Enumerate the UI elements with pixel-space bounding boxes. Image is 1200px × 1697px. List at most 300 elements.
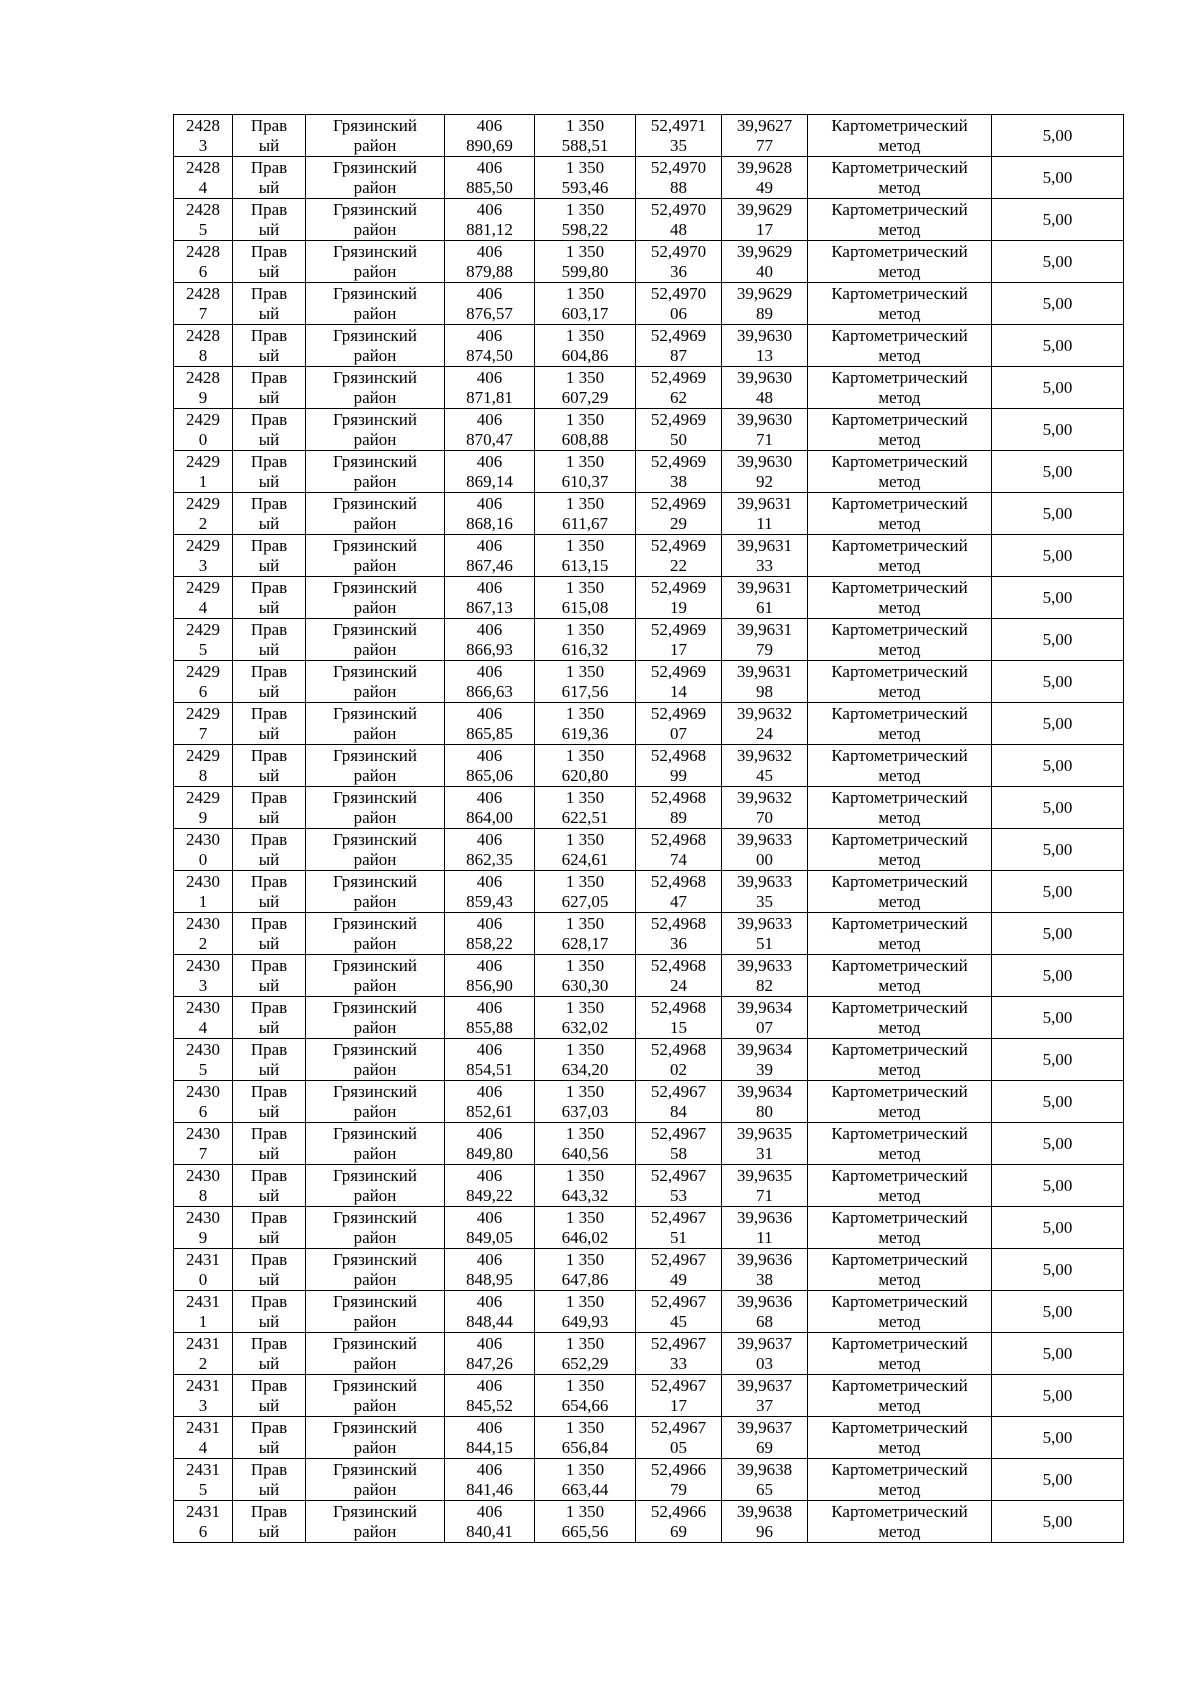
latitude-line: 52,4970 [650,200,707,219]
table-row [174,493,1124,535]
district-line: Грязинский [333,368,417,387]
coord-y-cell [535,1039,636,1081]
bank-side-cell [233,829,306,871]
method-line: метод [878,682,921,701]
table-row [174,745,1124,787]
method-line: Картометрический [831,830,968,849]
latitude-line: 52,4968 [650,914,707,933]
method-cell [808,1333,992,1375]
method-cell [808,1417,992,1459]
method-line: метод [878,430,921,449]
district-line: район [353,1228,397,1247]
coord-y-line: 613,15 [561,556,609,575]
point-number-line: 2428 [186,242,220,261]
method-cell [808,367,992,409]
table-row [174,1249,1124,1291]
method-cell [808,1207,992,1249]
method-line: метод [878,976,921,995]
district-line: Грязинский [333,200,417,219]
latitude-cell [636,325,722,367]
coord-x-line: 406 [476,998,503,1017]
method-line: метод [878,1186,921,1205]
coord-x-line: 406 [476,326,503,345]
longitude-cell [722,619,808,661]
coord-y-cell [535,703,636,745]
coord-y-line: 588,51 [561,136,609,155]
coord-y-cell [535,1207,636,1249]
coord-x-line: 406 [476,662,503,681]
latitude-cell [636,955,722,997]
bank-side-cell [233,115,306,157]
coord-y-line: 1 350 [565,1124,605,1143]
latitude-cell [636,1249,722,1291]
coord-y-line: 607,29 [561,388,609,407]
district-line: Грязинский [333,1502,417,1521]
longitude-line: 39,9634 [736,998,793,1017]
point-number-line: 6 [198,682,208,701]
bank-side-cell [233,1081,306,1123]
district-cell [306,1333,445,1375]
coord-x-line: 406 [476,494,503,513]
coord-x-cell [445,1291,535,1333]
point-number-cell [174,241,233,283]
district-cell [306,1165,445,1207]
method-line: метод [878,1060,921,1079]
coord-x-line: 869,14 [466,472,513,491]
district-cell [306,619,445,661]
coord-x-cell [445,199,535,241]
district-line: Грязинский [333,662,417,681]
coord-y-cell [535,787,636,829]
table-row [174,829,1124,871]
coord-x-cell [445,115,535,157]
latitude-line: 52,4969 [650,620,707,639]
district-line: Грязинский [333,1418,417,1437]
bank-side-cell [233,199,306,241]
coord-x-line: 847,26 [466,1354,513,1373]
bank-side-line: Прав [250,494,288,513]
table-row [174,913,1124,955]
accuracy-cell: 5,00 [992,115,1124,157]
bank-side-line: Прав [250,116,288,135]
district-line: Грязинский [333,872,417,891]
district-line: район [353,430,397,449]
longitude-line: 89 [756,304,773,323]
latitude-line: 51 [670,1228,687,1247]
coord-y-cell [535,367,636,409]
longitude-cell [722,1165,808,1207]
longitude-cell [722,1501,808,1543]
method-line: Картометрический [831,1292,968,1311]
method-line: метод [878,808,921,827]
coord-y-cell [535,157,636,199]
district-line: район [353,1354,397,1373]
coord-y-line: 1 350 [565,410,605,429]
coord-y-line: 615,08 [561,598,609,617]
method-cell [808,115,992,157]
latitude-line: 52,4969 [650,452,707,471]
point-number-line: 1 [198,472,208,491]
latitude-line: 29 [670,514,687,533]
method-line: метод [878,1228,921,1247]
coord-x-line: 848,44 [466,1312,513,1331]
table-row [174,1375,1124,1417]
coord-x-line: 406 [476,1040,503,1059]
district-cell [306,745,445,787]
point-number-line: 2430 [186,914,220,933]
district-line: Грязинский [333,704,417,723]
point-number-line: 1 [198,892,208,911]
longitude-line: 61 [756,598,773,617]
method-line: метод [878,262,921,281]
point-number-line: 5 [198,640,208,659]
method-cell [808,871,992,913]
method-line: метод [878,1354,921,1373]
district-line: район [353,514,397,533]
coord-x-line: 406 [476,788,503,807]
latitude-line: 33 [670,1354,687,1373]
table-row [174,367,1124,409]
bank-side-line: Прав [250,284,288,303]
longitude-cell [722,325,808,367]
point-number-line: 3 [198,1396,208,1415]
point-number-cell [174,1165,233,1207]
coord-y-line: 1 350 [565,158,605,177]
coord-y-line: 1 350 [565,1250,605,1269]
district-line: район [353,598,397,617]
coord-x-line: 406 [476,536,503,555]
longitude-cell [722,703,808,745]
district-line: Грязинский [333,956,417,975]
district-cell [306,829,445,871]
accuracy-cell: 5,00 [992,787,1124,829]
coord-y-cell [535,325,636,367]
point-number-cell [174,955,233,997]
longitude-line: 17 [756,220,773,239]
latitude-line: 69 [670,1522,687,1541]
table-row [174,1501,1124,1543]
longitude-line: 39,9633 [736,956,793,975]
point-number-line: 0 [198,1270,208,1289]
district-cell [306,1207,445,1249]
bank-side-cell [233,577,306,619]
district-line: Грязинский [333,158,417,177]
bank-side-line: ый [258,1438,280,1457]
district-line: Грязинский [333,242,417,261]
longitude-line: 39,9636 [736,1208,793,1227]
latitude-cell [636,703,722,745]
district-cell [306,325,445,367]
latitude-cell [636,913,722,955]
point-number-line: 2430 [186,1208,220,1227]
point-number-line: 7 [198,304,208,323]
longitude-line: 39,9629 [736,284,793,303]
point-number-line: 2430 [186,1124,220,1143]
coord-y-line: 1 350 [565,662,605,681]
longitude-line: 77 [756,136,773,155]
longitude-line: 24 [756,724,773,743]
latitude-line: 52,4968 [650,830,707,849]
longitude-line: 33 [756,556,773,575]
longitude-line: 03 [756,1354,773,1373]
bank-side-line: Прав [250,1082,288,1101]
latitude-line: 38 [670,472,687,491]
longitude-cell [722,787,808,829]
point-number-line: 9 [198,808,208,827]
bank-side-line: ый [258,1312,280,1331]
latitude-line: 52,4967 [650,1208,707,1227]
table-row [174,1417,1124,1459]
method-line: Картометрический [831,788,968,807]
district-cell [306,703,445,745]
point-number-line: 8 [198,766,208,785]
table-row [174,199,1124,241]
longitude-line: 39,9631 [736,578,793,597]
latitude-line: 17 [670,1396,687,1415]
coord-x-cell [445,1501,535,1543]
coord-x-cell [445,955,535,997]
bank-side-line: ый [258,1186,280,1205]
point-number-line: 2 [198,1354,208,1373]
longitude-line: 39,9637 [736,1376,793,1395]
latitude-line: 52,4969 [650,410,707,429]
latitude-cell [636,157,722,199]
method-line: метод [878,556,921,575]
coord-x-line: 874,50 [466,346,513,365]
coord-y-line: 1 350 [565,1208,605,1227]
coord-x-cell [445,451,535,493]
latitude-cell [636,829,722,871]
bank-side-cell [233,661,306,703]
coord-x-line: 406 [476,452,503,471]
coord-y-line: 665,56 [561,1522,609,1541]
coord-y-line: 1 350 [565,200,605,219]
point-number-line: 5 [198,1060,208,1079]
bank-side-line: ый [258,1522,280,1541]
bank-side-cell [233,787,306,829]
latitude-line: 15 [670,1018,687,1037]
coord-y-cell [535,955,636,997]
bank-side-line: Прав [250,914,288,933]
method-line: Картометрический [831,284,968,303]
longitude-cell [722,535,808,577]
table-row [174,703,1124,745]
coord-x-cell [445,1123,535,1165]
latitude-line: 52,4968 [650,956,707,975]
accuracy-cell: 5,00 [992,1081,1124,1123]
point-number-line: 2428 [186,200,220,219]
table-row [174,115,1124,157]
coord-x-cell [445,661,535,703]
coord-x-line: 866,63 [466,682,513,701]
bank-side-line: ый [258,1480,280,1499]
longitude-line: 39,9638 [736,1502,793,1521]
method-cell [808,577,992,619]
bank-side-line: ый [258,304,280,323]
longitude-line: 39,9630 [736,452,793,471]
coord-y-line: 647,86 [561,1270,609,1289]
longitude-line: 39,9638 [736,1460,793,1479]
longitude-cell [722,829,808,871]
latitude-line: 53 [670,1186,687,1205]
district-cell [306,1459,445,1501]
method-cell [808,1291,992,1333]
coord-x-line: 406 [476,1418,503,1437]
latitude-line: 22 [670,556,687,575]
district-line: район [353,220,397,239]
coord-y-cell [535,493,636,535]
bank-side-line: Прав [250,872,288,891]
table-row [174,1207,1124,1249]
coordinates-table [173,114,1124,1543]
longitude-line: 39,9631 [736,662,793,681]
method-line: метод [878,1102,921,1121]
method-line: метод [878,1438,921,1457]
longitude-line: 68 [756,1312,773,1331]
point-number-line: 4 [198,598,208,617]
bank-side-cell [233,745,306,787]
district-line: Грязинский [333,536,417,555]
method-cell [808,1039,992,1081]
latitude-line: 06 [670,304,687,323]
district-cell [306,283,445,325]
longitude-line: 71 [756,430,773,449]
bank-side-line: ый [258,1060,280,1079]
district-line: Грязинский [333,830,417,849]
coord-x-line: 406 [476,578,503,597]
accuracy-cell: 5,00 [992,1207,1124,1249]
accuracy-cell: 5,00 [992,829,1124,871]
latitude-cell [636,409,722,451]
point-number-cell [174,451,233,493]
coord-y-cell [535,619,636,661]
latitude-cell [636,997,722,1039]
method-cell [808,1501,992,1543]
district-line: район [353,1270,397,1289]
point-number-cell [174,325,233,367]
coord-x-cell [445,1207,535,1249]
table-row [174,409,1124,451]
coord-x-line: 406 [476,242,503,261]
latitude-line: 02 [670,1060,687,1079]
table-row [174,1123,1124,1165]
method-line: Картометрический [831,1208,968,1227]
bank-side-line: ый [258,1354,280,1373]
latitude-line: 79 [670,1480,687,1499]
longitude-line: 39,9635 [736,1124,793,1143]
coord-y-line: 1 350 [565,578,605,597]
latitude-line: 48 [670,220,687,239]
latitude-line: 52,4967 [650,1166,707,1185]
bank-side-line: ый [258,346,280,365]
table-row [174,1081,1124,1123]
district-line: район [353,892,397,911]
point-number-line: 2 [198,514,208,533]
bank-side-line: ый [258,556,280,575]
point-number-line: 2430 [186,1040,220,1059]
coord-y-cell [535,1375,636,1417]
coord-x-cell [445,241,535,283]
bank-side-cell [233,1165,306,1207]
coord-x-line: 864,00 [466,808,513,827]
accuracy-cell: 5,00 [992,871,1124,913]
longitude-cell [722,115,808,157]
coord-x-line: 406 [476,1082,503,1101]
coord-x-line: 406 [476,620,503,639]
coord-x-line: 854,51 [466,1060,513,1079]
latitude-cell [636,1039,722,1081]
coord-y-cell [535,283,636,325]
bank-side-cell [233,703,306,745]
method-cell [808,955,992,997]
coord-x-line: 868,16 [466,514,513,533]
point-number-cell [174,535,233,577]
latitude-line: 52,4968 [650,998,707,1017]
longitude-cell [722,493,808,535]
accuracy-cell: 5,00 [992,493,1124,535]
bank-side-line: Прав [250,578,288,597]
point-number-line: 2429 [186,536,220,555]
latitude-line: 52,4969 [650,536,707,555]
latitude-line: 49 [670,1270,687,1289]
bank-side-cell [233,157,306,199]
point-number-cell [174,703,233,745]
bank-side-line: Прав [250,242,288,261]
coord-y-cell [535,1165,636,1207]
coord-x-cell [445,829,535,871]
longitude-line: 39,9629 [736,200,793,219]
bank-side-line: Прав [250,998,288,1017]
coord-y-cell [535,1081,636,1123]
district-line: Грязинский [333,1166,417,1185]
coord-x-cell [445,157,535,199]
point-number-cell [174,577,233,619]
district-cell [306,1039,445,1081]
coord-y-line: 619,36 [561,724,609,743]
longitude-cell [722,1291,808,1333]
point-number-line: 2 [198,934,208,953]
point-number-line: 2430 [186,1166,220,1185]
coord-y-cell [535,913,636,955]
latitude-cell [636,367,722,409]
coord-x-line: 406 [476,1502,503,1521]
bank-side-line: ый [258,430,280,449]
method-line: Картометрический [831,158,968,177]
bank-side-cell [233,1249,306,1291]
point-number-cell [174,1249,233,1291]
latitude-line: 52,4968 [650,1040,707,1059]
latitude-line: 52,4969 [650,368,707,387]
method-line: Картометрический [831,704,968,723]
method-cell [808,1375,992,1417]
longitude-line: 39,9634 [736,1040,793,1059]
district-line: район [353,976,397,995]
method-line: метод [878,472,921,491]
method-line: Картометрический [831,662,968,681]
district-line: район [353,178,397,197]
point-number-line: 2428 [186,116,220,135]
accuracy-cell: 5,00 [992,451,1124,493]
method-line: Картометрический [831,1334,968,1353]
coord-y-line: 1 350 [565,914,605,933]
latitude-cell [636,1291,722,1333]
district-cell [306,1291,445,1333]
bank-side-cell [233,1207,306,1249]
accuracy-cell: 5,00 [992,577,1124,619]
latitude-line: 52,4968 [650,746,707,765]
point-number-line: 5 [198,1480,208,1499]
latitude-line: 52,4967 [650,1250,707,1269]
